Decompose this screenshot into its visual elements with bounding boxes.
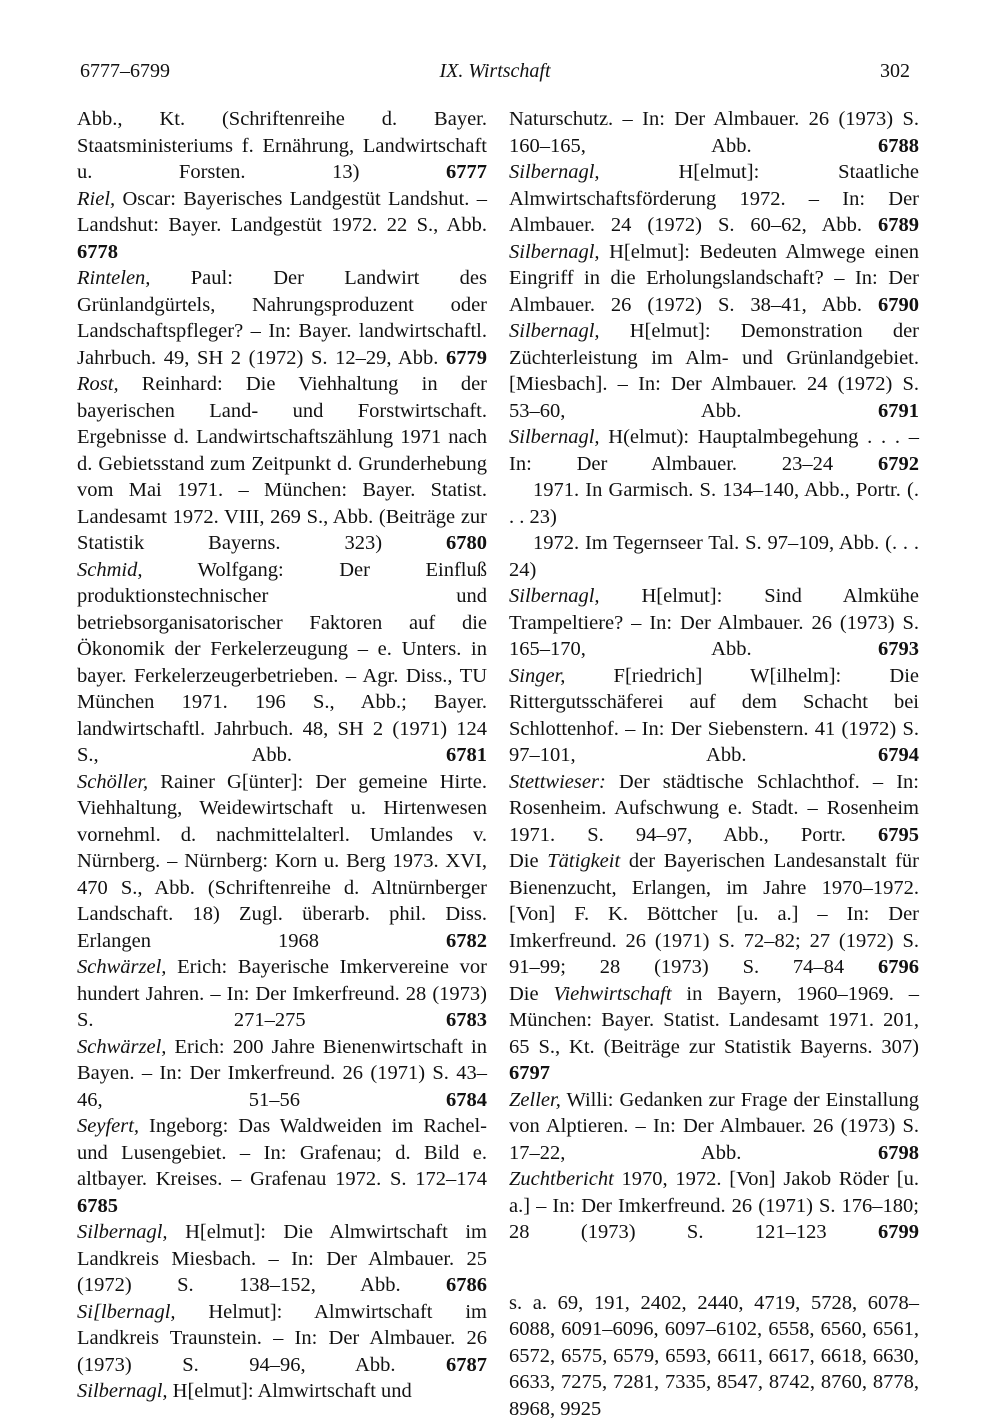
entry-number: 6783 [446, 1009, 487, 1031]
entry-author: Zeller, [509, 1089, 561, 1111]
bibliography-entry [509, 981, 919, 1087]
entry-author: Schwärzel, [77, 1036, 166, 1058]
entry-author: Schwärzel, [77, 956, 166, 978]
entry-author: Si[lbernagl, [77, 1301, 176, 1323]
entry-keyword: Tätigkeit [547, 850, 620, 872]
entry-number: 6799 [878, 1221, 919, 1243]
entry-text: Paul: Der Landwirt des Grünlandgürtels, Nahrungsproduzent oder Landschaftspfleger? – In: Bayer. landwirtschaftl. Jahrbuch. 49, SH 2 (1972) S. 12–29, Abb. [77, 267, 487, 369]
bibliography-entry [509, 318, 919, 424]
entry-number: 6794 [878, 744, 919, 766]
right-entries [509, 106, 919, 1246]
entry-number: 6781 [446, 744, 487, 766]
bibliography-entry [77, 1113, 487, 1219]
entry-text: Willi: Gedanken zur Frage der Einstallung von Alptieren. – In: Der Almbauer. 26 (1973) S. 17–22, Abb. [509, 1089, 919, 1164]
entry-text: Erich: Bayerische Imkervereine vor hundert Jahren. – In: Der Imkerfreund. 28 (1973) S. 271–275 [77, 956, 487, 1031]
entry-text: H[elmut]: Die Almwirtschaft im Landkreis Miesbach. – In: Der Almbauer. 25 (1972) S. 138–152, Abb. [77, 1221, 487, 1296]
entry-number: 6793 [878, 638, 919, 660]
bibliography-entry [509, 239, 919, 319]
entry-number: 6787 [446, 1354, 487, 1376]
entry-author: Seyfert, [77, 1115, 139, 1137]
entry-text: Ingeborg: Das Waldweiden im Rachel- und Lusengebiet. – In: Grafenau; d. Bild e. altbayer. Kreises. – Grafenau 1972. S. 172–174 [77, 1115, 487, 1190]
entry-author: Stettwieser: [509, 771, 606, 793]
entry-range: 6777–6799 [80, 60, 170, 83]
entry-number: 6785 [77, 1195, 118, 1217]
entry-text: H[elmut]: Staatliche Almwirtschaftsförderung 1972. – In: Der Almbauer. 24 (1972) S. 60–62, Abb. [509, 161, 919, 236]
bibliography-entry [509, 583, 919, 663]
bibliography-entry [509, 1166, 919, 1246]
entry-number: 6777 [446, 161, 487, 183]
bibliography-entry [509, 663, 919, 769]
see-also-references: s. a. 69, 191, 2402, 2440, 4719, 5728, 6078–6088, 6091–6096, 6097–6102, 6558, 6560, 6561, 6572, 6575, 6579, 6593, 6611, 6617, 6618, 6630, 6633, 7275, 7281, 7335, 8547, 8742, 8760, 8778, 8968, 9925 [509, 1290, 919, 1422]
entry-number: 6779 [446, 347, 487, 369]
entry-author: Schöller, [77, 771, 148, 793]
bibliography-entry [77, 1299, 487, 1379]
bibliography-entry [509, 848, 919, 981]
bibliography-entry [509, 530, 919, 583]
entry-number: 6782 [446, 930, 487, 952]
entry-number: 6786 [446, 1274, 487, 1296]
entry-number: 6792 [878, 453, 919, 475]
entry-text: 1970, 1972. [Von] Jakob Röder [u. a.] – In: Der Imkerfreund. 26 (1971) S. 176–180; 28 (1973) S. 121–123 [509, 1168, 919, 1243]
bibliography-entry [77, 1219, 487, 1299]
entry-text: Abb., Kt. (Schriftenreihe d. Bayer. Staatsministeriums f. Ernährung, Landwirtschaft u. Forsten. 13) [77, 108, 487, 183]
entry-text: Oscar: Bayerisches Landgestüt Landshut. – Landshut: Bayer. Landgestüt 1972. 22 S., Abb. [77, 188, 487, 237]
entry-number: 6788 [878, 135, 919, 157]
section-title: IX. Wirtschaft [80, 60, 910, 83]
entry-author: Silbernagl, [509, 320, 600, 342]
entry-author: Schmid, [77, 559, 142, 581]
bibliography-entry [77, 1378, 487, 1405]
entry-number: 6791 [878, 400, 919, 422]
bibliography-entry [509, 424, 919, 477]
bibliography-entry [509, 1087, 919, 1167]
entry-number: 6798 [878, 1142, 919, 1164]
entry-author: Rintelen, [77, 267, 150, 289]
entry-text: H[elmut]: Bedeuten Almwege einen Eingriff in die Erholungslandschaft? – In: Der Almbauer. 26 (1972) S. 38–41, Abb. [509, 241, 919, 316]
bibliography-entry [77, 106, 487, 186]
entry-text: H[elmut]: Demonstration der Züchterleistung im Alm- und Grünlandgebiet. [Miesbach]. – In: Der Almbauer. 24 (1972) S. 53–60, Abb. [509, 320, 919, 422]
entry-author: Silbernagl, [509, 241, 600, 263]
entry-text: der Bayerischen Landesanstalt für Bienenzucht, Erlangen, im Jahre 1970–1972. [Von] F. K. Böttcher [u. a.] – In: Der Imkerfreund. 26 (1971) S. 72–82; 27 (1972) S. 91–99; 28 (1973) S. 74–84 [509, 850, 919, 978]
entry-text: H[elmut]: Almwirtschaft und [168, 1380, 412, 1402]
entry-text: 1972. Im Tegernseer Tal. S. 97–109, Abb. (. . . 24) [509, 532, 919, 581]
entry-author: Silbernagl, [509, 585, 600, 607]
entry-author: Silbernagl, [509, 426, 600, 448]
bibliography-entry [509, 106, 919, 159]
entry-author: Silbernagl, [77, 1221, 168, 1243]
entry-author: Silbernagl, [77, 1380, 168, 1402]
bibliography-entry [77, 769, 487, 955]
entry-author: Silbernagl, [509, 161, 600, 183]
entry-text: Reinhard: Die Viehhaltung in der bayerischen Land- und Forstwirtschaft. Ergebnisse d. Landwirtschaftszählung 1971 nach d. Gebietsstand zum Zeitpunkt d. Grunderhebung vom Mai 1971. – München: Bayer. Statist. Landesamt 1972. VIII, 269 S., Abb. (Beiträge zur Statistik Bayerns. 323) [77, 373, 487, 554]
entry-text: Rainer G[ünter]: Der gemeine Hirte. Viehhaltung, Weidewirtschaft u. Hirtenwesen vornehml. d. nachmittelalterl. Umlandes v. Nürnberg. – Nürnberg: Korn u. Berg 1973. XVI, 470 S., Abb. (Schriftenreihe d. Altnürnberger Landschaft. 18) Zugl. überarb. phil. Diss. Erlangen 1968 [77, 771, 487, 952]
entry-prefix: Die [509, 850, 547, 872]
bibliography-entry [509, 159, 919, 239]
entry-text: Wolfgang: Der Einfluß produktionstechnischer und betriebsorganisatorischer Faktoren auf die Ökonomik der Ferkelerzeugung – e. Unters. in bayer. Ferkelerzeugerbetrieben. – Agr. Diss., TU München 1971. 196 S., Abb.; Bayer. landwirtschaftl. Jahrbuch. 48, SH 2 (1971) 124 S., Abb. [77, 559, 487, 767]
bibliography-entry [77, 265, 487, 371]
entry-number: 6780 [446, 532, 487, 554]
running-header [80, 60, 910, 90]
entry-text: H[elmut]: Sind Almkühe Trampeltiere? – In: Der Almbauer. 26 (1973) S. 165–170, Abb. [509, 585, 919, 660]
entry-number: 6795 [878, 824, 919, 846]
entry-text: Helmut]: Almwirtschaft im Landkreis Traunstein. – In: Der Almbauer. 26 (1973) S. 94–96, Abb. [77, 1301, 487, 1376]
entry-text: Naturschutz. – In: Der Almbauer. 26 (1973) S. 160–165, Abb. [509, 108, 919, 157]
right-column [509, 106, 919, 1422]
entry-keyword: Viehwirtschaft [553, 983, 671, 1005]
entry-text: 1971. In Garmisch. S. 134–140, Abb., Portr. (. . . 23) [509, 479, 919, 528]
entry-number: 6784 [446, 1089, 487, 1111]
entry-author: Riel, [77, 188, 115, 210]
entry-text: F[riedrich] W[ilhelm]: Die Rittergutsschäferei auf dem Schacht bei Schlottenhof. – In: Der Siebenstern. 41 (1972) S. 97–101, Abb. [509, 665, 919, 767]
bibliography-entry [77, 557, 487, 769]
bibliography-entry [509, 769, 919, 849]
bibliography-entry [509, 477, 919, 530]
entry-number: 6797 [509, 1062, 550, 1084]
entry-prefix: Die [509, 983, 553, 1005]
spacer [509, 1246, 919, 1290]
entry-number: 6789 [878, 214, 919, 236]
entry-author: Rost, [77, 373, 119, 395]
bibliography-entry [77, 954, 487, 1034]
entry-author: Zuchtbericht [509, 1168, 614, 1190]
entry-text: in Bayern, 1960–1969. – München: Bayer. Statist. Landesamt 1971. 201, 65 S., Kt. (Beiträge zur Statistik Bayerns. 307) [509, 983, 919, 1058]
entry-author: Singer, [509, 665, 565, 687]
entry-number: 6778 [77, 241, 118, 263]
entry-text: Der städtische Schlachthof. – In: Rosenheim. Aufschwung e. Stadt. – Rosenheim 1971. S. 94–97, Abb., Portr. [509, 771, 919, 846]
left-column [77, 106, 487, 1405]
page-number: 302 [880, 60, 910, 83]
entry-number: 6790 [878, 294, 919, 316]
entry-text: H(elmut): Hauptalmbegehung . . . – In: Der Almbauer. 23–24 [509, 426, 919, 475]
entry-number: 6796 [878, 956, 919, 978]
bibliography-entry [77, 186, 487, 266]
bibliography-entry [77, 1034, 487, 1114]
bibliography-entry [77, 371, 487, 557]
entry-text: Erich: 200 Jahre Bienenwirtschaft in Bayen. – In: Der Imkerfreund. 26 (1971) S. 43–46, 51–56 [77, 1036, 487, 1111]
